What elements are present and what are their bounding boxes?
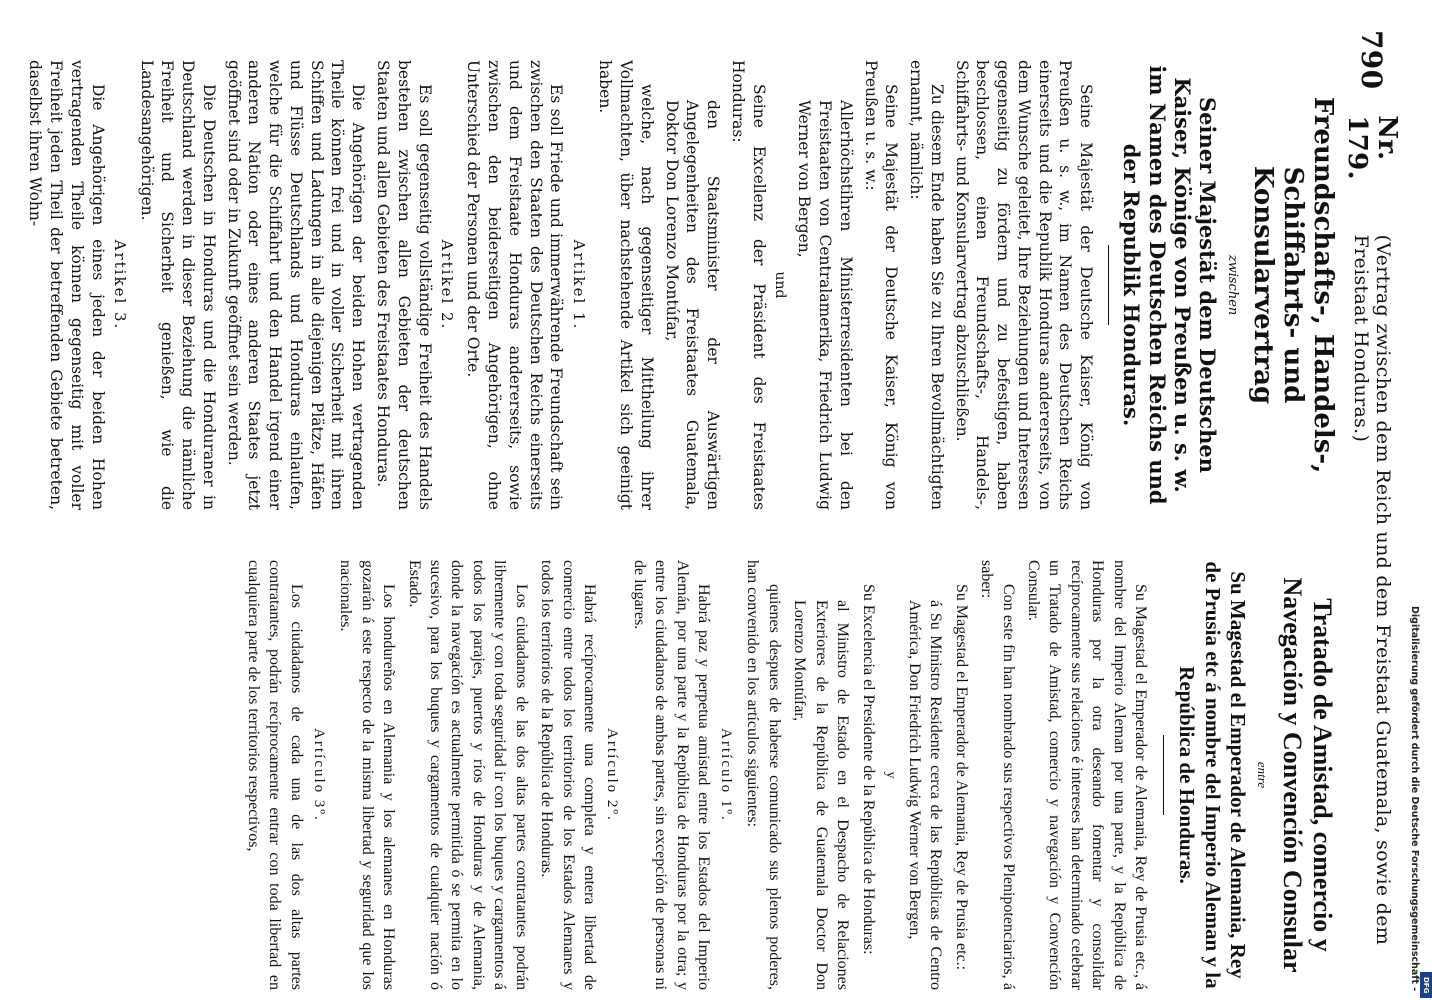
german-between: zwischen	[1225, 254, 1241, 316]
item-number: Nr. 179.	[1342, 115, 1402, 180]
german-and: und	[772, 271, 789, 299]
german-art3-heading: Artikel 3.	[110, 239, 129, 331]
german-art1-heading: Artikel 1.	[569, 239, 588, 331]
spanish-plenipotentiary-2-intro: Su Excelencia el Presidente de la República de Honduras:	[859, 584, 877, 955]
spanish-art2-p2: Los ciudadanos de las dos altas partes contratantes podrán libremente y con toda seguridad ir con los buques y cargamentos á todos los parajes, puertos y ríos de Honduras y de Alemania, donde la navegación es actualmente permitida ó se permita en lo sucesivo, para los buques y cargamentos de cualquier nación ó Estado.	[405, 560, 530, 990]
running-title: (Vertrag zwischen dem Reich und dem Freistaat Guatemala, sowie dem Freistaat Honduras.)	[1350, 234, 1394, 946]
german-parties: Seiner Majestät dem Deutschen Kaiser, Könige von Preußen u. s. w. im Namen des Deutschen Reichs und der Republik Honduras.	[1119, 65, 1220, 505]
german-art2-p3: Die Deutschen in Honduras und die Honduraner in Deutschland werden in dieser Beziehung die nämliche Freiheit und Sicherheit genießen, wie die Landesangehörigen.	[137, 60, 218, 510]
german-plenipotentiary-1-intro: Seine Majestät der Deutsche Kaiser, König von Preußen u. s. w.:	[861, 60, 901, 510]
german-art3: Die Angehörigen eines jeden der beiden Hohen vertragenden Theile können gegenseitig mit voller Freiheit jeden Theil der betreffenden Gebiete betreten, daselbst ihren Wohn-	[26, 60, 107, 510]
spanish-title: Tratado de Amistad, comercio y Navegación y Convención Consular	[1278, 577, 1337, 973]
german-plenipotentiary-2: den Staatsminister der Auswärtigen Angelegenheiten des Freistaates Guatemala, Doktor Don Lorenzo Montúfar,	[662, 100, 723, 510]
german-appointment: Zu diesem Ende haben Sie zu Ihren Bevollmächtigten ernannt, nämlich:	[907, 60, 946, 510]
page-number: 790	[1355, 30, 1389, 90]
spanish-appointment: Con este fin han nombrado sus respectivos Plenipotenciarios, á saber:	[978, 560, 1017, 990]
spanish-column	[238, 560, 1337, 990]
page-header	[1342, 30, 1402, 960]
german-plenipotentiary-2-intro: Seine Excellenz der Präsident des Freistaates Honduras:	[728, 60, 768, 510]
spanish-plenipotentiary-1: á Su Ministro Residente cerca de las Repúblicas de Centro América, Don Friedrich Ludwig Werner von Bergen,	[905, 600, 945, 990]
divider-rule	[1108, 245, 1109, 325]
spanish-and: y	[883, 771, 899, 779]
spanish-art3-heading: Artículo 3º.	[310, 728, 327, 822]
german-closing: welche, nach gegenseitiger Mittheilung ihrer Vollmachten, über nachstehende Artikel sich geeinigt haben.	[596, 60, 656, 510]
german-art2-p1: Es soll gegenseitig vollständige Freiheit des Handels bestehen zwischen allen Gebieten der deutschen Staaten und allen Gebieten des Freistaates Honduras.	[374, 60, 434, 510]
german-column	[21, 60, 1337, 510]
german-art2-p2: Die Angehörigen der beiden Hohen vertragenden Theile können frei und in voller Sicherheit mit ihren Schiffen und Ladungen in alle diejenigen Plätze, Häfen und Flüsse Deutschlands und Honduras einlaufen, welche für die Schiffahrt und den Handel irgend einer anderen Nation oder eines anderen Staates jetzt geöffnet sind oder in Zukunft geöffnet sein werden.	[224, 60, 368, 510]
spanish-closing: quienes despues de haberse comunicado sus plenos poderes, han convenido en los artículos siguientes:	[744, 560, 783, 990]
spanish-art1-heading: Artículo 1º.	[718, 728, 735, 822]
spanish-between: entre	[1255, 761, 1271, 789]
spanish-art2-heading: Artículo 2º.	[604, 728, 621, 822]
digitization-credit: Digitalisierung gefördert durch die Deutsche Forschungsgemeinschaft -	[1409, 606, 1420, 992]
spanish-art2-p3: Los hondureños en Alemania y los alemanes en Honduras gozarán á este respecto de la misma libertad y seguridad que los nacionales.	[337, 560, 398, 990]
spanish-parties: Su Magestad el Emperador de Alemania, Rey de Prusia etc á nombre del Imperio Aleman y la República de Honduras.	[1175, 561, 1250, 989]
spanish-art2-p1: Habrá recíprocamente una completa y entera libertad de comercio entre todos los territorios de los Estados Alemanes y todos los territorios de la República de Honduras.	[538, 560, 599, 990]
spanish-art1: Habrá paz y perpetua amistad entre los Estados del Imperio Alemán, por una parte y la República de Honduras por la otra; y entre los ciudadanos de ambas partes, sin excepción de personas ni de lugares.	[630, 560, 712, 990]
divider-rule	[1163, 735, 1164, 815]
german-preamble: Seine Majestät der Deutsche Kaiser, König von Preußen u. s. w., im Namen des Deutschen Reichs einerseits und die Republik Honduras andererseits, von dem Wunsche geleitet, Ihre Beziehungen und Interessen gegenseitig zu fördern und zu befestigen, haben beschlossen, einen Freundschafts-, Handels-, Schiffahrts- und Konsularvertrag abzuschließen.	[952, 60, 1096, 510]
german-plenipotentiary-1: Allerhöchstihren Ministerresidenten bei den Freistaaten von Centralamerika, Friedrich Ludwig Werner von Bergen,	[795, 100, 855, 510]
german-title: Freundschafts-, Handels-, Schiffahrts- und Konsularvertrag	[1248, 96, 1338, 474]
german-art1: Es soll Friede und immerwährende Freundschaft sein zwischen den Staaten des Deutschen Reichs einerseits und dem Freistaate Honduras andererseits, sowie zwischen den beiderseitigen Angehörigen, ohne Unterschied der Personen und der Orte.	[464, 60, 566, 510]
german-art2-heading: Artikel 2.	[437, 239, 456, 331]
spanish-preamble: Su Magestad el Emperador de Alemania, Rey de Prusia etc., á nombre del Imperio Aleman por una parte, y la República de Honduras por la otra deseando fomentar y consolidar recíprocamente sus relaciones é intereses han determinado celebrar un Tratado de Amistad, comercio y navegación y Convención Consular.	[1025, 560, 1150, 990]
spanish-plenipotentiary-2: al Ministro de Estado en el Despacho de Relaciones Exteriores de la República de Guatemala Doctor Don Lorenzo Montúfar,	[791, 600, 852, 990]
spanish-art3: Los ciudadanos de cada una de las dos altas partes contratantes, podrán recíprocamente entrar con toda libertad en cualquiera parte de los territorios respectivos,	[244, 560, 305, 990]
spanish-plenipotentiary-1-intro: Su Magestad el Emperador de Alemania, Rey de Prusia etc.:	[952, 584, 970, 971]
dfg-logo: DFG	[1420, 972, 1432, 998]
